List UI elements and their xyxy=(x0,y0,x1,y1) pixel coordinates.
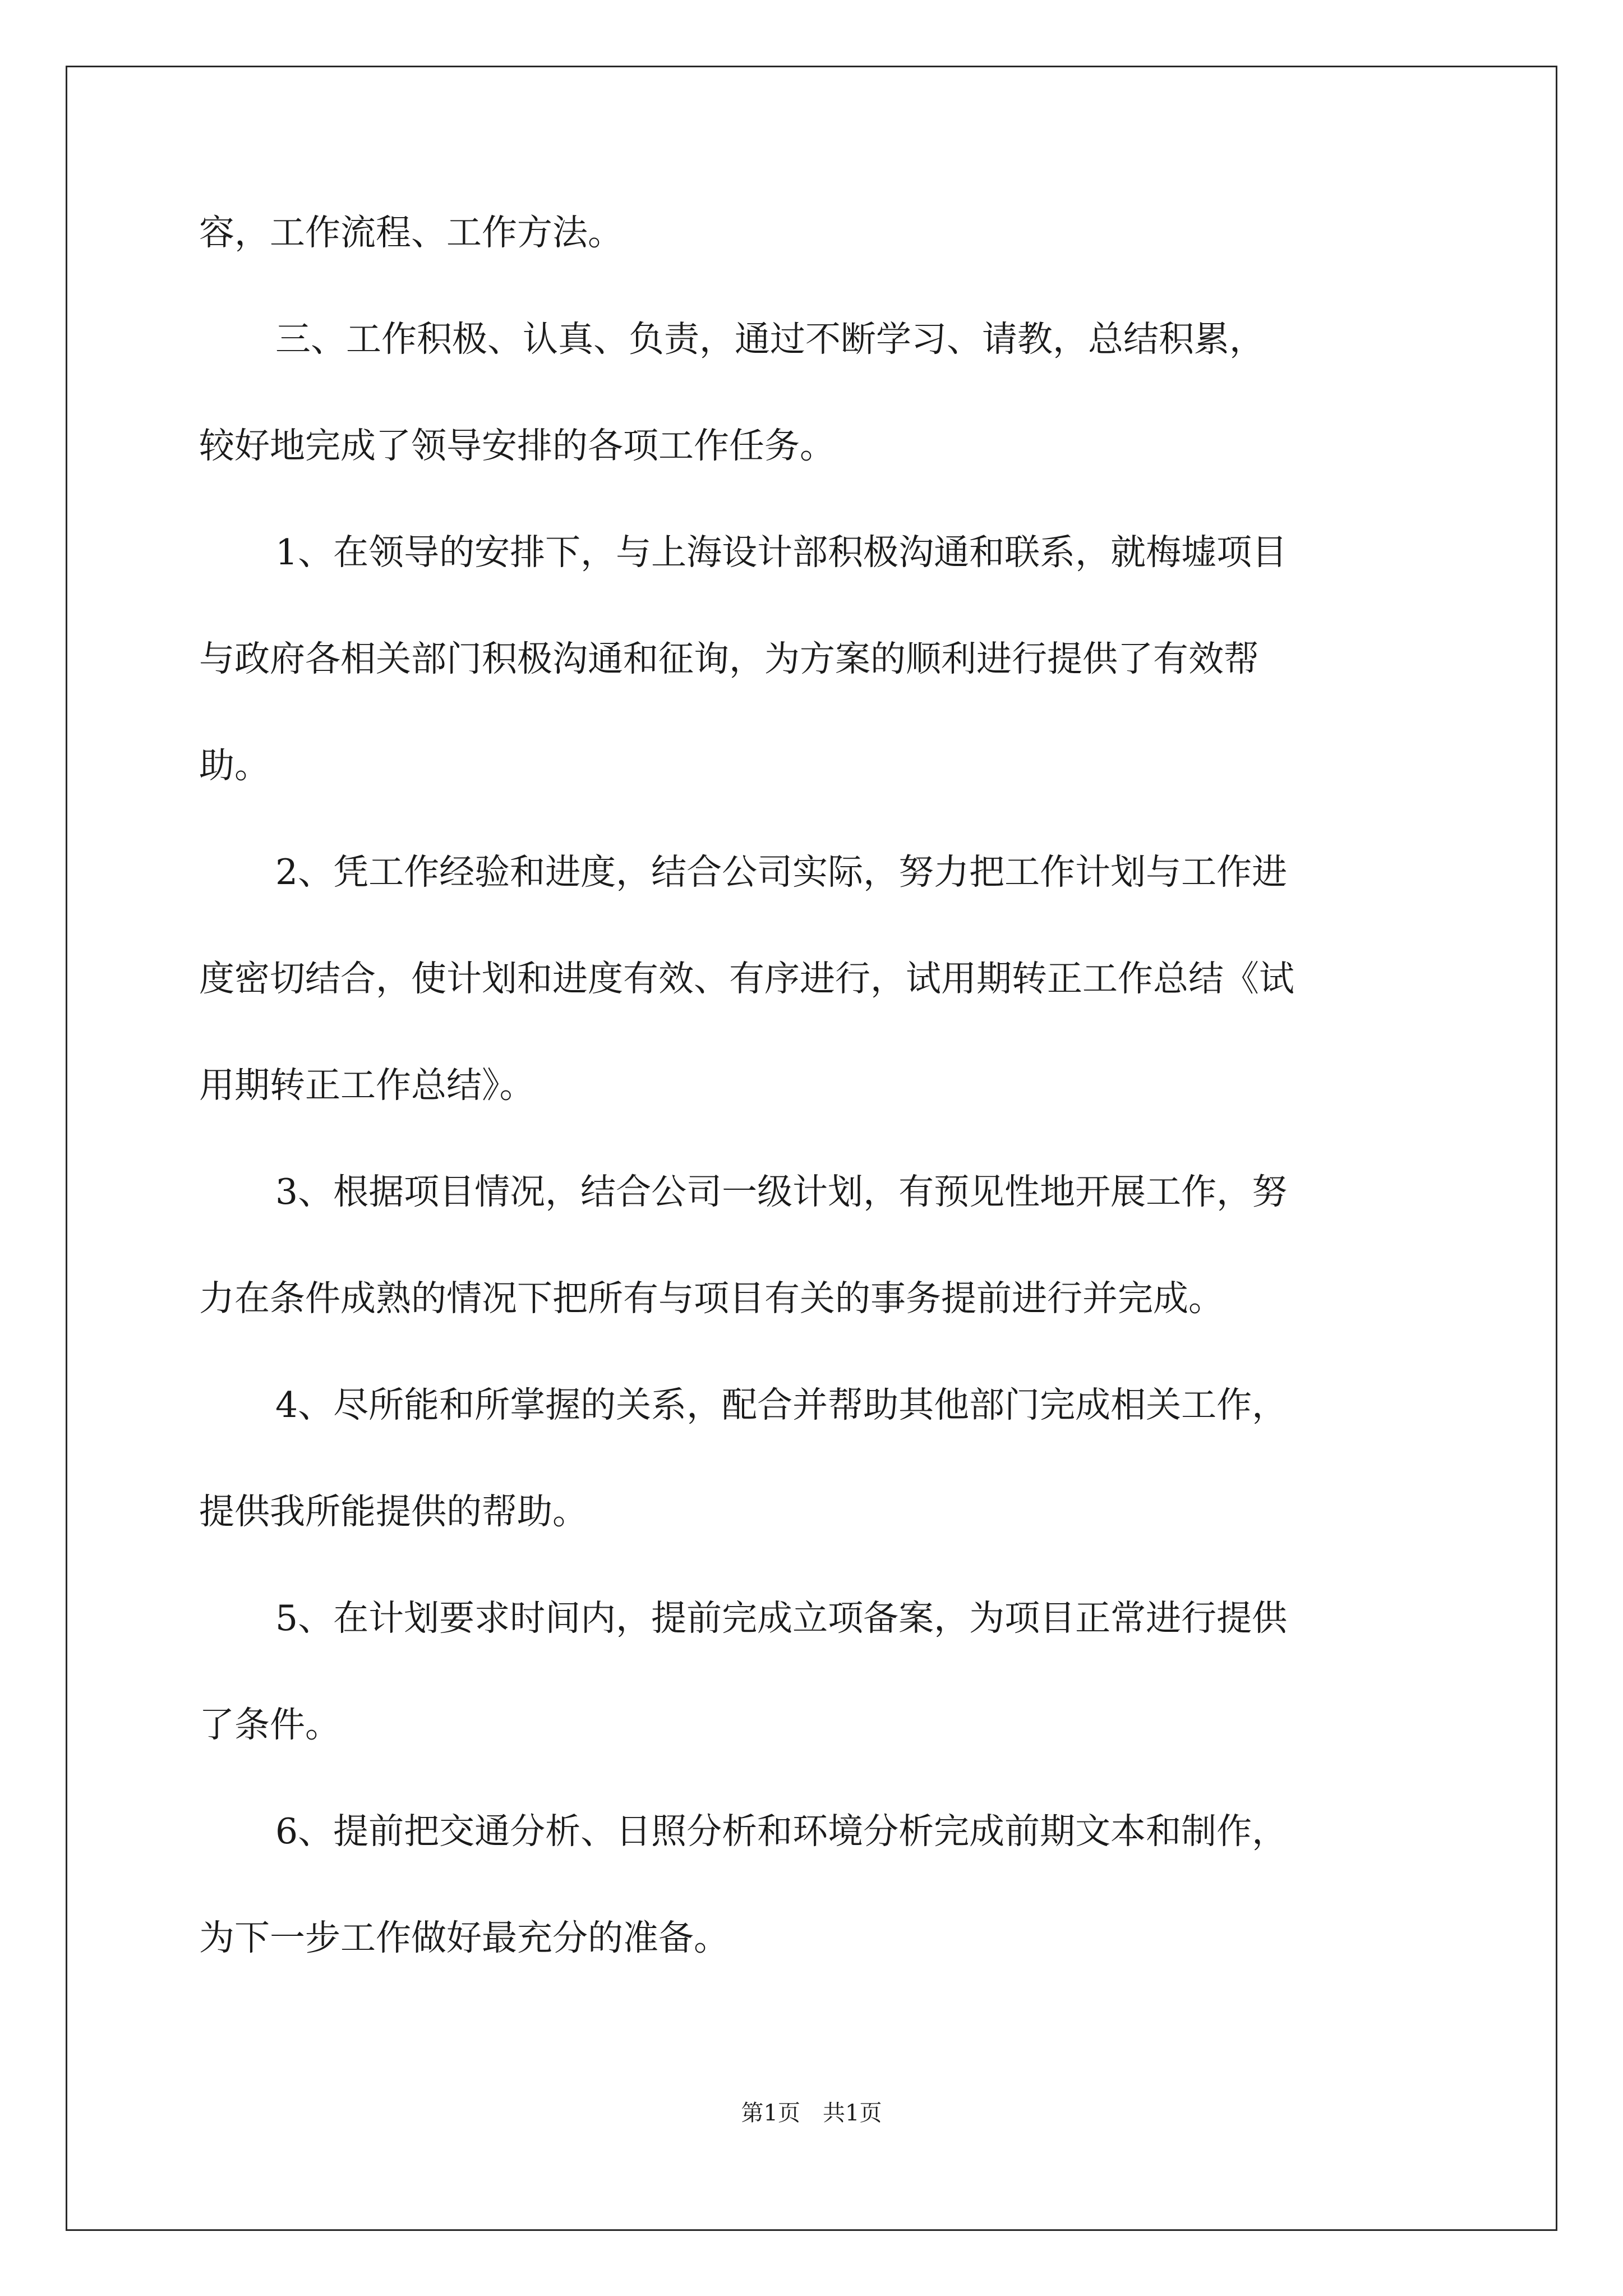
page-number: 第1页 xyxy=(741,2100,800,2126)
text-line: 提供我所能提供的帮助。 xyxy=(199,1491,588,1532)
text-line: 1、在领导的安排下，与上海设计部积极沟通和联系，就梅墟项目 xyxy=(275,532,1288,573)
text-line: 了条件。 xyxy=(199,1704,340,1745)
text-line: 6、提前把交通分析、日照分析和环境分析完成前期文本和制作， xyxy=(275,1811,1288,1852)
text-line: 5、在计划要求时间内，提前完成立项备案，为项目正常进行提供 xyxy=(275,1598,1288,1639)
document-body xyxy=(199,180,1433,1991)
text-line: 力在条件成熟的情况下把所有与项目有关的事务提前进行并完成。 xyxy=(199,1278,1224,1319)
paragraph-item-1 xyxy=(199,499,1433,819)
paragraph-item-3 xyxy=(199,1139,1433,1352)
paragraph-item-4 xyxy=(199,1352,1433,1565)
text-line: 助。 xyxy=(199,745,270,786)
page-total: 共1页 xyxy=(823,2100,882,2126)
paragraph-item-6 xyxy=(199,1778,1433,1991)
text-line: 度密切结合，使计划和进度有效、有序进行，试用期转正工作总结《试 xyxy=(199,958,1294,999)
paragraph-continuation xyxy=(199,180,1433,286)
text-line: 与政府各相关部门积极沟通和征询，为方案的顺利进行提供了有效帮 xyxy=(199,638,1259,679)
text-line: 用期转正工作总结》。 xyxy=(199,1065,535,1106)
text-line: 为下一步工作做好最充分的准备。 xyxy=(199,1917,729,1958)
page-footer xyxy=(0,2095,1623,2127)
text-line: 4、尽所能和所掌握的关系，配合并帮助其他部门完成相关工作， xyxy=(275,1384,1288,1425)
text-line: 三、工作积极、认真、负责，通过不断学习、请教，总结积累， xyxy=(275,319,1265,360)
paragraph-item-2 xyxy=(199,819,1433,1139)
text-line: 容，工作流程、工作方法。 xyxy=(199,212,623,253)
text-line: 2、凭工作经验和进度，结合公司实际，努力把工作计划与工作进 xyxy=(275,852,1288,892)
text-line: 较好地完成了领导安排的各项工作任务。 xyxy=(199,425,835,466)
text-line: 3、根据项目情况，结合公司一级计划，有预见性地开展工作，努 xyxy=(275,1171,1288,1212)
paragraph-section-three xyxy=(199,286,1433,499)
paragraph-item-5 xyxy=(199,1565,1433,1778)
